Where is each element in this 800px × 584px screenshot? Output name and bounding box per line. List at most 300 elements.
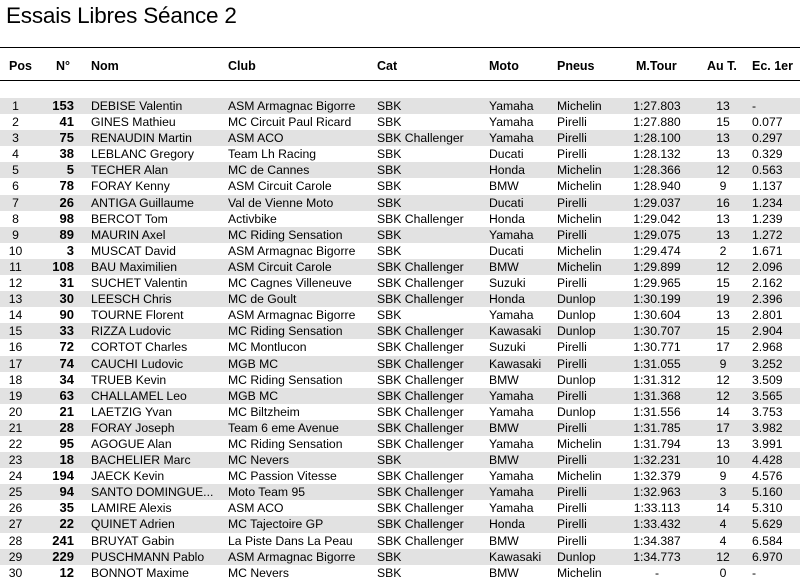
- cell-moto: Yamaha: [489, 404, 534, 419]
- cell-laps: 9: [719, 469, 727, 484]
- cell-club: MGB MC: [228, 388, 279, 403]
- cell-num: 74: [59, 355, 74, 371]
- cell-tour: 1:31.794: [633, 436, 681, 451]
- cell-cat: SBK: [377, 147, 402, 162]
- cell-num: 35: [59, 500, 74, 516]
- cell-gap: -: [752, 565, 757, 580]
- cell-num: 38: [59, 146, 74, 162]
- cell-tour: 1:29.042: [633, 211, 681, 226]
- cell-pos: 29: [8, 549, 23, 564]
- cell-moto: BMW: [489, 372, 519, 387]
- cell-gap: 1.671: [752, 243, 783, 258]
- cell-num: 3: [66, 242, 74, 258]
- cell-cat: SBK Challenger: [377, 211, 464, 226]
- cell-moto: Yamaha: [489, 99, 534, 113]
- page-title: Essais Libres Séance 2: [6, 3, 237, 28]
- cell-gap: 3.565: [752, 388, 783, 403]
- table-row: [0, 516, 800, 532]
- cell-pos: 12: [8, 276, 23, 291]
- cell-tour: 1:29.075: [633, 227, 681, 242]
- cell-laps: 16: [716, 195, 730, 210]
- cell-num: 153: [52, 98, 74, 113]
- cell-cat: SBK Challenger: [377, 340, 464, 355]
- cell-pos: 24: [8, 469, 23, 484]
- table-row: [0, 323, 800, 339]
- cell-club: ASM Circuit Carole: [228, 179, 332, 194]
- cell-moto: Honda: [489, 292, 525, 307]
- cell-laps: 12: [716, 388, 730, 403]
- cell-pneus: Pirelli: [557, 533, 587, 548]
- results-table: [0, 98, 800, 581]
- table-row: [0, 259, 800, 275]
- table-row: [0, 500, 800, 516]
- cell-pneus: Michelin: [557, 469, 602, 484]
- table-row: [0, 420, 800, 436]
- cell-nom: ANTIGA Guillaume: [91, 195, 194, 210]
- cell-nom: BERCOT Tom: [91, 211, 168, 226]
- table-row: [0, 211, 800, 227]
- cell-club: MC Circuit Paul Ricard: [228, 115, 352, 130]
- cell-nom: TOURNE Florent: [91, 308, 184, 323]
- cell-pos: 17: [8, 356, 23, 371]
- cell-tour: 1:28.100: [633, 131, 681, 146]
- cell-moto: BMW: [489, 533, 519, 548]
- table-row: [0, 468, 800, 484]
- cell-nom: JAECK Kevin: [91, 469, 165, 484]
- cell-club: MC Cagnes Villeneuve: [228, 276, 352, 291]
- cell-nom: RIZZA Ludovic: [91, 324, 171, 339]
- cell-moto: Yamaha: [489, 227, 534, 242]
- cell-gap: 3.509: [752, 372, 783, 387]
- cell-nom: PUSCHMANN Pablo: [91, 549, 205, 564]
- cell-nom: GINES Mathieu: [91, 115, 176, 130]
- cell-num: 229: [52, 548, 74, 564]
- cell-tour: 1:32.963: [633, 485, 681, 500]
- cell-pneus: Pirelli: [557, 340, 587, 355]
- cell-moto: Suzuki: [489, 340, 526, 355]
- cell-nom: FORAY Kenny: [91, 179, 170, 194]
- cell-num: 5: [66, 162, 74, 178]
- table-row: [0, 130, 800, 146]
- cell-nom: BRUYAT Gabin: [91, 533, 175, 548]
- cell-pos: 27: [8, 517, 23, 532]
- cell-laps: 13: [716, 131, 730, 146]
- cell-cat: SBK Challenger: [377, 259, 464, 274]
- cell-gap: 5.160: [752, 485, 783, 500]
- table-row: [0, 404, 800, 420]
- cell-cat: SBK: [377, 195, 402, 210]
- cell-gap: 4.576: [752, 469, 783, 484]
- cell-nom: CHALLAMEL Leo: [91, 388, 187, 403]
- cell-num: 31: [59, 275, 74, 291]
- cell-tour: 1:29.037: [633, 195, 681, 210]
- cell-cat: SBK: [377, 115, 402, 130]
- header-moto: Moto: [489, 59, 519, 73]
- cell-cat: SBK: [377, 179, 402, 194]
- cell-pos: 2: [12, 115, 19, 130]
- cell-club: Activbike: [228, 211, 277, 226]
- cell-pos: 21: [8, 420, 23, 435]
- table-row: [0, 372, 800, 388]
- cell-pneus: Pirelli: [557, 485, 587, 500]
- top-divider: [0, 47, 800, 48]
- cell-cat: SBK Challenger: [377, 533, 464, 548]
- cell-moto: BMW: [489, 565, 519, 580]
- cell-cat: SBK: [377, 549, 402, 564]
- cell-nom: SUCHET Valentin: [91, 276, 188, 291]
- table-row: [0, 291, 800, 307]
- table-row: [0, 533, 800, 549]
- cell-moto: BMW: [489, 420, 519, 435]
- cell-gap: -: [752, 99, 757, 113]
- cell-gap: 1.137: [752, 179, 783, 194]
- cell-cat: SBK: [377, 227, 402, 242]
- cell-cat: SBK Challenger: [377, 324, 464, 339]
- cell-laps: 14: [716, 501, 730, 516]
- header-pneus: Pneus: [557, 59, 595, 73]
- cell-moto: Yamaha: [489, 501, 534, 516]
- cell-pos: 4: [12, 147, 19, 162]
- cell-gap: 1.239: [752, 211, 783, 226]
- table-row: [0, 178, 800, 194]
- cell-nom: LAMIRE Alexis: [91, 501, 172, 516]
- cell-pneus: Pirelli: [557, 517, 587, 532]
- cell-laps: 15: [716, 115, 730, 130]
- cell-nom: SANTO DOMINGUE...: [91, 485, 214, 500]
- cell-gap: 5.310: [752, 501, 783, 516]
- cell-pneus: Pirelli: [557, 420, 587, 435]
- cell-cat: SBK Challenger: [377, 485, 464, 500]
- cell-pneus: Pirelli: [557, 195, 587, 210]
- table-row: [0, 98, 800, 114]
- cell-pneus: Michelin: [557, 179, 602, 194]
- cell-tour: 1:30.604: [633, 308, 681, 323]
- cell-pneus: Michelin: [557, 243, 602, 258]
- cell-moto: Yamaha: [489, 436, 534, 451]
- header-laps: Au T.: [707, 59, 737, 73]
- cell-gap: 0.077: [752, 115, 783, 130]
- cell-club: MC Montlucon: [228, 340, 307, 355]
- cell-gap: 0.297: [752, 131, 783, 146]
- cell-num: 28: [59, 419, 74, 435]
- cell-num: 33: [59, 323, 74, 339]
- cell-tour: 1:32.379: [633, 469, 681, 484]
- cell-pos: 14: [8, 308, 23, 323]
- table-header: [0, 59, 800, 76]
- cell-club: MGB MC: [228, 356, 279, 371]
- cell-laps: 12: [716, 549, 730, 564]
- cell-nom: MUSCAT David: [91, 243, 176, 258]
- cell-pneus: Pirelli: [557, 501, 587, 516]
- cell-pneus: Pirelli: [557, 276, 587, 291]
- cell-nom: LEBLANC Gregory: [91, 147, 194, 162]
- cell-moto: Yamaha: [489, 485, 534, 500]
- cell-gap: 2.968: [752, 340, 783, 355]
- cell-moto: Kawasaki: [489, 549, 542, 564]
- cell-tour: 1:34.387: [633, 533, 681, 548]
- cell-pneus: Michelin: [557, 99, 602, 113]
- cell-num: 63: [59, 387, 74, 403]
- cell-tour: 1:31.785: [633, 420, 681, 435]
- cell-tour: 1:28.366: [633, 163, 681, 178]
- cell-gap: 0.329: [752, 147, 783, 162]
- cell-pos: 28: [8, 533, 23, 548]
- cell-num: 108: [52, 258, 74, 274]
- cell-moto: Yamaha: [489, 388, 534, 403]
- cell-num: 78: [59, 178, 74, 194]
- cell-club: MC de Goult: [228, 292, 297, 307]
- cell-tour: 1:29.474: [633, 243, 681, 258]
- cell-gap: 2.801: [752, 308, 783, 323]
- cell-nom: TECHER Alan: [91, 163, 169, 178]
- table-row: [0, 388, 800, 404]
- cell-moto: Kawasaki: [489, 356, 542, 371]
- table-row: [0, 356, 800, 372]
- cell-gap: 6.584: [752, 533, 783, 548]
- cell-club: Moto Team 95: [228, 485, 306, 500]
- table-row: [0, 452, 800, 468]
- cell-gap: 2.096: [752, 259, 783, 274]
- cell-cat: SBK: [377, 565, 402, 580]
- cell-num: 21: [59, 403, 74, 419]
- table-row: [0, 484, 800, 500]
- cell-pos: 8: [12, 211, 19, 226]
- cell-nom: LAETZIG Yvan: [91, 404, 173, 419]
- cell-pos: 5: [12, 163, 19, 178]
- cell-num: 18: [59, 452, 74, 468]
- cell-moto: Ducati: [489, 195, 524, 210]
- cell-cat: SBK Challenger: [377, 469, 464, 484]
- cell-pneus: Pirelli: [557, 227, 587, 242]
- cell-pos: 6: [12, 179, 19, 194]
- cell-club: MC Riding Sensation: [228, 227, 343, 242]
- cell-tour: 1:30.199: [633, 292, 681, 307]
- cell-pneus: Dunlop: [557, 308, 596, 323]
- cell-moto: Honda: [489, 163, 525, 178]
- cell-cat: SBK Challenger: [377, 501, 464, 516]
- cell-gap: 1.234: [752, 195, 783, 210]
- cell-num: 30: [59, 291, 74, 307]
- cell-cat: SBK Challenger: [377, 276, 464, 291]
- header-divider: [0, 80, 800, 81]
- cell-pneus: Dunlop: [557, 292, 596, 307]
- cell-laps: 12: [716, 259, 730, 274]
- header-tour: M.Tour: [636, 59, 677, 73]
- cell-laps: 13: [716, 99, 730, 113]
- cell-club: ASM Armagnac Bigorre: [228, 308, 356, 323]
- cell-tour: 1:31.312: [633, 372, 681, 387]
- cell-club: Team Lh Racing: [228, 147, 317, 162]
- cell-club: MC Riding Sensation: [228, 372, 343, 387]
- cell-pos: 18: [8, 372, 23, 387]
- table-row: [0, 227, 800, 243]
- cell-tour: 1:29.899: [633, 259, 681, 274]
- cell-num: 98: [59, 210, 74, 226]
- cell-tour: 1:27.803: [633, 99, 681, 113]
- cell-tour: 1:28.132: [633, 147, 681, 162]
- table-row: [0, 565, 800, 581]
- cell-moto: Ducati: [489, 243, 524, 258]
- header-club: Club: [228, 59, 256, 73]
- cell-club: ASM Armagnac Bigorre: [228, 549, 356, 564]
- cell-tour: 1:34.773: [633, 549, 681, 564]
- cell-moto: Yamaha: [489, 308, 534, 323]
- cell-laps: 9: [719, 179, 727, 194]
- cell-tour: 1:30.771: [633, 340, 681, 355]
- cell-num: 95: [59, 435, 74, 451]
- table-row: [0, 243, 800, 259]
- cell-laps: 19: [716, 292, 730, 307]
- cell-cat: SBK Challenger: [377, 517, 464, 532]
- table-row: [0, 195, 800, 211]
- cell-pneus: Michelin: [557, 565, 602, 580]
- cell-cat: SBK: [377, 243, 402, 258]
- cell-cat: SBK: [377, 308, 402, 323]
- cell-tour: 1:32.231: [633, 453, 681, 468]
- cell-nom: CAUCHI Ludovic: [91, 356, 184, 371]
- table-row: [0, 275, 800, 291]
- cell-club: MC Nevers: [228, 453, 289, 468]
- cell-laps: 14: [716, 404, 730, 419]
- cell-laps: 13: [716, 147, 730, 162]
- cell-num: 34: [59, 371, 74, 387]
- cell-pneus: Pirelli: [557, 115, 587, 130]
- cell-num: 26: [59, 194, 74, 210]
- cell-nom: MAURIN Axel: [91, 227, 166, 242]
- cell-club: MC Riding Sensation: [228, 436, 343, 451]
- cell-moto: Honda: [489, 517, 525, 532]
- cell-moto: Yamaha: [489, 469, 534, 484]
- cell-num: 194: [52, 468, 74, 484]
- cell-cat: SBK: [377, 453, 402, 468]
- cell-laps: 2: [719, 243, 727, 258]
- cell-tour: 1:31.368: [633, 388, 681, 403]
- cell-nom: AGOGUE Alan: [91, 436, 172, 451]
- cell-tour: -: [654, 565, 660, 580]
- cell-pneus: Pirelli: [557, 388, 587, 403]
- cell-laps: 15: [716, 276, 730, 291]
- table-row: [0, 146, 800, 162]
- cell-nom: BONNOT Maxime: [91, 565, 189, 580]
- cell-club: MC Tajectoire GP: [228, 517, 324, 532]
- cell-moto: BMW: [489, 259, 519, 274]
- cell-pneus: Pirelli: [557, 356, 587, 371]
- cell-pneus: Michelin: [557, 211, 602, 226]
- cell-num: 12: [59, 564, 74, 580]
- cell-tour: 1:28.940: [633, 179, 681, 194]
- cell-laps: 13: [716, 227, 730, 242]
- cell-laps: 9: [719, 356, 727, 371]
- cell-laps: 13: [716, 308, 730, 323]
- table-row: [0, 114, 800, 130]
- cell-pneus: Michelin: [557, 436, 602, 451]
- cell-num: 94: [59, 484, 74, 500]
- cell-pos: 15: [8, 324, 23, 339]
- cell-club: Team 6 eme Avenue: [228, 420, 339, 435]
- header-pos: Pos: [9, 59, 32, 73]
- cell-laps: 17: [716, 340, 730, 355]
- table-row: [0, 307, 800, 323]
- cell-pos: 22: [8, 436, 23, 451]
- table-row: [0, 162, 800, 178]
- cell-pos: 7: [12, 195, 19, 210]
- cell-pos: 19: [8, 388, 23, 403]
- cell-nom: DEBISE Valentin: [91, 99, 183, 113]
- cell-gap: 2.396: [752, 292, 783, 307]
- table-row: [0, 436, 800, 452]
- cell-cat: SBK: [377, 163, 402, 178]
- table-row: [0, 339, 800, 355]
- cell-cat: SBK Challenger: [377, 131, 464, 146]
- cell-laps: 3: [719, 485, 727, 500]
- header-gap: Ec. 1er: [752, 59, 794, 73]
- cell-cat: SBK Challenger: [377, 404, 464, 419]
- cell-pos: 13: [8, 292, 23, 307]
- cell-nom: QUINET Adrien: [91, 517, 175, 532]
- table-row: [0, 549, 800, 565]
- cell-laps: 15: [716, 324, 730, 339]
- cell-num: 89: [59, 226, 74, 242]
- cell-tour: 1:31.556: [633, 404, 681, 419]
- cell-gap: 0.563: [752, 163, 783, 178]
- cell-club: MC Biltzheim: [228, 404, 300, 419]
- cell-pneus: Pirelli: [557, 453, 587, 468]
- cell-pneus: Michelin: [557, 163, 602, 178]
- cell-gap: 3.991: [752, 436, 783, 451]
- cell-pneus: Dunlop: [557, 324, 596, 339]
- cell-moto: Yamaha: [489, 115, 534, 130]
- cell-pos: 23: [8, 453, 23, 468]
- cell-pneus: Pirelli: [557, 147, 587, 162]
- cell-laps: 12: [716, 163, 730, 178]
- cell-nom: BACHELIER Marc: [91, 453, 191, 468]
- cell-tour: 1:33.432: [633, 517, 681, 532]
- cell-pos: 16: [8, 340, 23, 355]
- cell-club: ASM ACO: [228, 501, 284, 516]
- cell-pos: 20: [8, 404, 23, 419]
- cell-pos: 9: [12, 227, 19, 242]
- cell-tour: 1:31.055: [633, 356, 681, 371]
- cell-club: ASM Armagnac Bigorre: [228, 243, 356, 258]
- cell-num: 241: [52, 532, 74, 548]
- cell-club: MC Nevers: [228, 565, 289, 580]
- cell-pos: 3: [12, 131, 19, 146]
- cell-num: 72: [59, 339, 74, 355]
- cell-nom: BAU Maximilien: [91, 259, 178, 274]
- cell-nom: FORAY Joseph: [91, 420, 175, 435]
- cell-pneus: Dunlop: [557, 372, 596, 387]
- cell-club: MC Riding Sensation: [228, 324, 343, 339]
- cell-nom: TRUEB Kevin: [91, 372, 167, 387]
- cell-tour: 1:29.965: [633, 276, 681, 291]
- cell-laps: 17: [716, 420, 730, 435]
- cell-laps: 4: [719, 517, 727, 532]
- cell-moto: BMW: [489, 179, 519, 194]
- cell-moto: Honda: [489, 211, 525, 226]
- cell-cat: SBK Challenger: [377, 292, 464, 307]
- cell-tour: 1:27.880: [633, 115, 681, 130]
- cell-club: ASM Armagnac Bigorre: [228, 99, 356, 113]
- cell-num: 75: [59, 130, 74, 146]
- cell-laps: 10: [716, 453, 730, 468]
- cell-cat: SBK Challenger: [377, 372, 464, 387]
- header-nom: Nom: [91, 59, 119, 73]
- cell-pos: 25: [8, 485, 23, 500]
- cell-pos: 1: [12, 99, 19, 113]
- cell-gap: 3.753: [752, 404, 783, 419]
- cell-pneus: Dunlop: [557, 549, 596, 564]
- cell-num: 41: [59, 114, 74, 130]
